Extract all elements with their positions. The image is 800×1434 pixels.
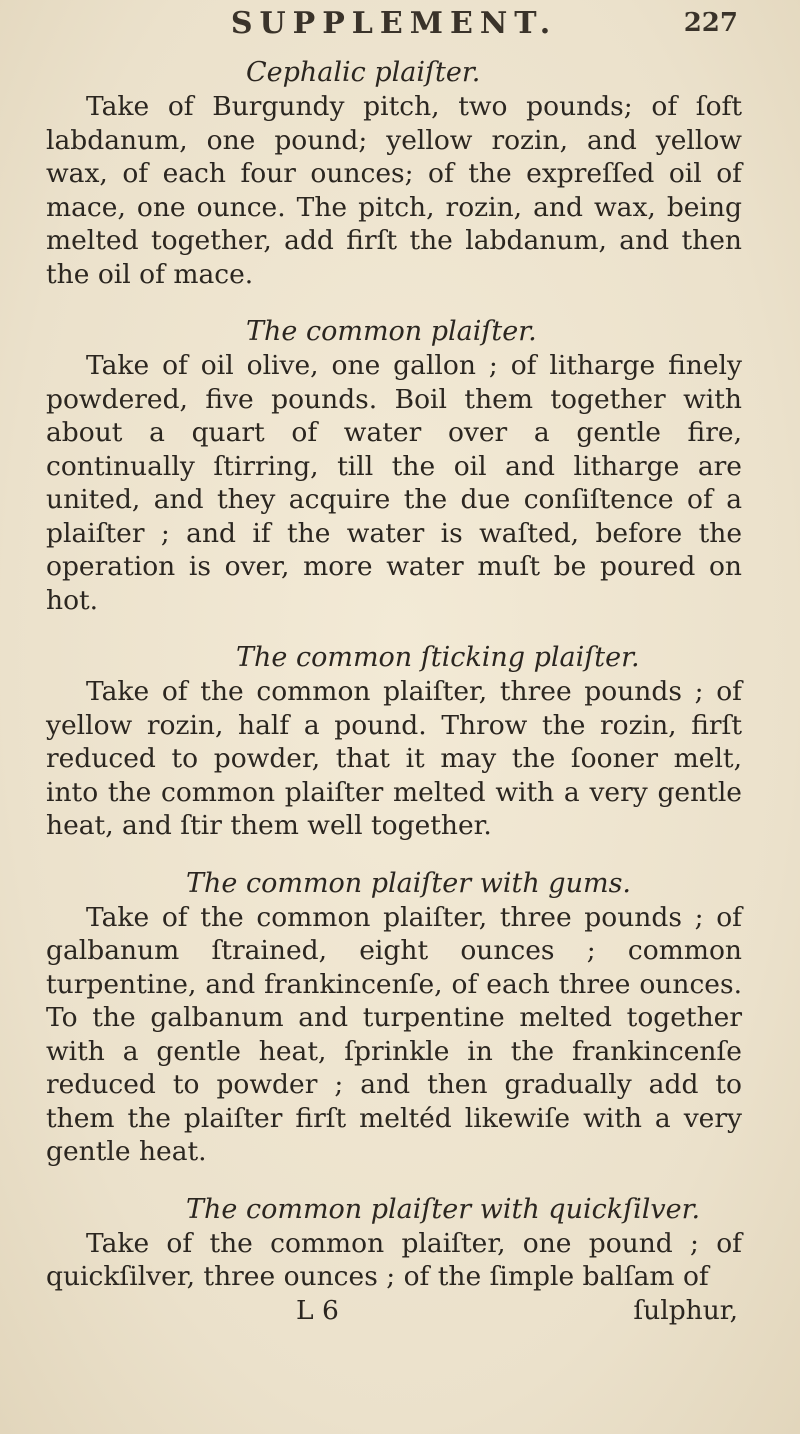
section-heading: The common plaiſter with gums. [186, 867, 632, 899]
section-common-sticking-plaister [46, 641, 742, 843]
catchword: ſulphur, [633, 1294, 738, 1326]
running-head [46, 0, 742, 56]
signature-mark: L 6 [296, 1294, 339, 1326]
running-title: SUPPLEMENT. [230, 6, 558, 41]
section-text: Take of the common plaiſter, three pounds ; of yellow rozin, half a pound. Throw the rozin, firſt reduced to powder, that it may the ſooner melt, into the common plaiſter melted with a very gentle heat, and ſtir them well together. [46, 676, 742, 841]
page-number: 227 [683, 8, 738, 38]
section-heading: The common plaiſter with quickſilver. [186, 1193, 701, 1225]
section-heading: The common plaiſter. [246, 316, 537, 347]
section-text: Take of the common plaiſter, three pounds ; of galbanum ſtrained, eight ounces ; common turpentine, and frankincenſe, of each three ounces. To the galbanum and turpentine melted together with a gentle heat, ſprinkle in the frankincenſe reduced to powder ; and then gradually add to them the plaiſter firſt meltéd likewiſe with a very gentle heat. [46, 901, 742, 1167]
page-footer [46, 1294, 742, 1334]
section-heading: Cephalic plaiſter. [246, 57, 481, 88]
section-text: Take of Burgundy pitch, two pounds; of ſoft labdanum, one pound; yellow rozin, and yellow wax, of each four ounces; of the expreſſed oil of mace, one ounce. The pitch, rozin, and wax, being melted together, add firſt the labdanum, and then the oil of mace. [46, 91, 742, 290]
section-cephalic-plaister [46, 56, 742, 291]
section-text: Take of the common plaiſter, one pound ; of quickſilver, three ounces ; of the ſimple balſam of [46, 1227, 742, 1292]
section-plaister-with-gums [46, 867, 742, 1169]
section-common-plaister [46, 315, 742, 617]
section-plaister-with-quicksilver [46, 1193, 742, 1294]
section-text: Take of oil olive, one gallon ; of litharge finely powdered, five pounds. Boil them together with about a quart of water over a gentle fire, continually ſtirring, till the oil and litharge are united, and they acquire the due conſiſtence of a plaiſter ; and if the water is waſted, before the operation is over, more water muſt be poured on hot. [46, 350, 742, 616]
section-heading: The common ſticking plaiſter. [236, 642, 640, 673]
